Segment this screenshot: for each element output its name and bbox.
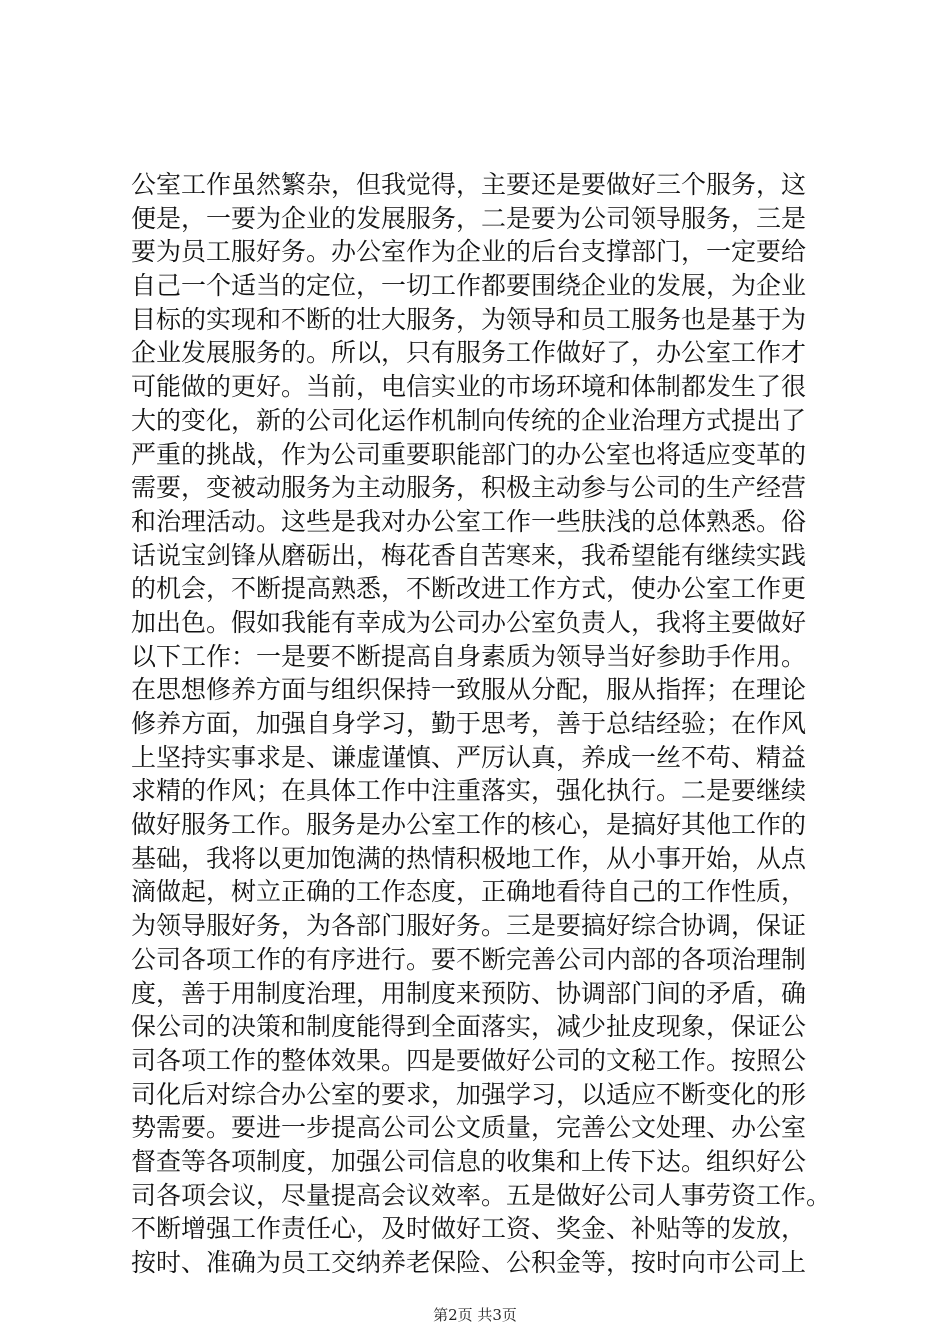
text-line: 要为员工服好务。办公室作为企业的后台支撑部门，一定要给 — [131, 237, 807, 267]
text-line: 做好服务工作。服务是办公室工作的核心，是搞好其他工作的 — [131, 810, 807, 840]
text-line: 的机会，不断提高熟悉，不断改进工作方式，使办公室工作更 — [131, 574, 807, 604]
text-line: 目标的实现和不断的壮大服务，为领导和员工服务也是基于为 — [131, 304, 807, 334]
text-line: 司各项会议，尽量提高会议效率。五是做好公司人事劳资工作。 — [131, 1180, 832, 1210]
text-line: 自己一个适当的定位，一切工作都要围绕企业的发展，为企业 — [131, 271, 807, 301]
text-line: 上坚持实事求是、谦虚谨慎、严厉认真，养成一丝不苟、精益 — [131, 742, 807, 772]
text-line: 滴做起，树立正确的工作态度，正确地看待自己的工作性质， — [131, 877, 807, 907]
text-line: 以下工作：一是要不断提高自身素质为领导当好参助手作用。 — [131, 641, 807, 671]
text-line: 不断增强工作责任心，及时做好工资、奖金、补贴等的发放， — [131, 1214, 807, 1244]
text-line: 求精的作风；在具体工作中注重落实，强化执行。二是要继续 — [131, 776, 807, 806]
page-number-footer: 第2页 共3页 — [433, 1306, 517, 1324]
text-line: 修养方面，加强自身学习，勤于思考，善于总结经验；在作风 — [131, 709, 807, 738]
text-line: 为领导服好务，为各部门服好务。三是要搞好综合协调，保证 — [131, 911, 807, 941]
text-line: 和治理活动。这些是我对办公室工作一些肤浅的总体熟悉。俗 — [131, 506, 807, 536]
text-line: 公室工作虽然繁杂，但我觉得，主要还是要做好三个服务，这 — [131, 170, 807, 199]
text-line: 加出色。假如我能有幸成为公司办公室负责人，我将主要做好 — [131, 607, 807, 637]
text-line: 需要，变被动服务为主动服务，积极主动参与公司的生产经营 — [131, 473, 807, 503]
text-line: 势需要。要进一步提高公司公文质量，完善公文处理、办公室 — [131, 1113, 807, 1143]
text-line: 公司各项工作的有序进行。要不断完善公司内部的各项治理制 — [131, 944, 807, 974]
text-line: 企业发展服务的。所以，只有服务工作做好了，办公室工作才 — [131, 338, 807, 368]
text-line: 严重的挑战，作为公司重要职能部门的办公室也将适应变革的 — [131, 439, 807, 469]
text-line: 度，善于用制度治理，用制度来预防、协调部门间的矛盾，确 — [131, 978, 807, 1008]
text-line: 便是，一要为企业的发展服务，二是要为公司领导服务，三是 — [131, 203, 807, 233]
text-line: 可能做的更好。当前，电信实业的市场环境和体制都发生了很 — [131, 372, 807, 402]
text-line: 保公司的决策和制度能得到全面落实，减少扯皮现象，保证公 — [131, 1012, 807, 1042]
text-line: 按时、准确为员工交纳养老保险、公积金等，按时向市公司上 — [131, 1248, 807, 1277]
text-line: 司各项工作的整体效果。四是要做好公司的文秘工作。按照公 — [131, 1045, 807, 1075]
text-line: 大的变化，新的公司化运作机制向传统的企业治理方式提出了 — [131, 405, 807, 435]
text-line: 在思想修养方面与组织保持一致服从分配，服从指挥；在理论 — [131, 675, 807, 705]
text-line: 督查等各项制度，加强公司信息的收集和上传下达。组织好公 — [131, 1146, 807, 1176]
body-paragraph — [131, 168, 831, 1280]
text-line: 司化后对综合办公室的要求，加强学习，以适应不断变化的形 — [131, 1079, 807, 1109]
text-line: 基础，我将以更加饱满的热情积极地工作，从小事开始，从点 — [131, 843, 807, 873]
text-line: 话说宝剑锋从磨砺出，梅花香自苦寒来，我希望能有继续实践 — [131, 540, 807, 570]
